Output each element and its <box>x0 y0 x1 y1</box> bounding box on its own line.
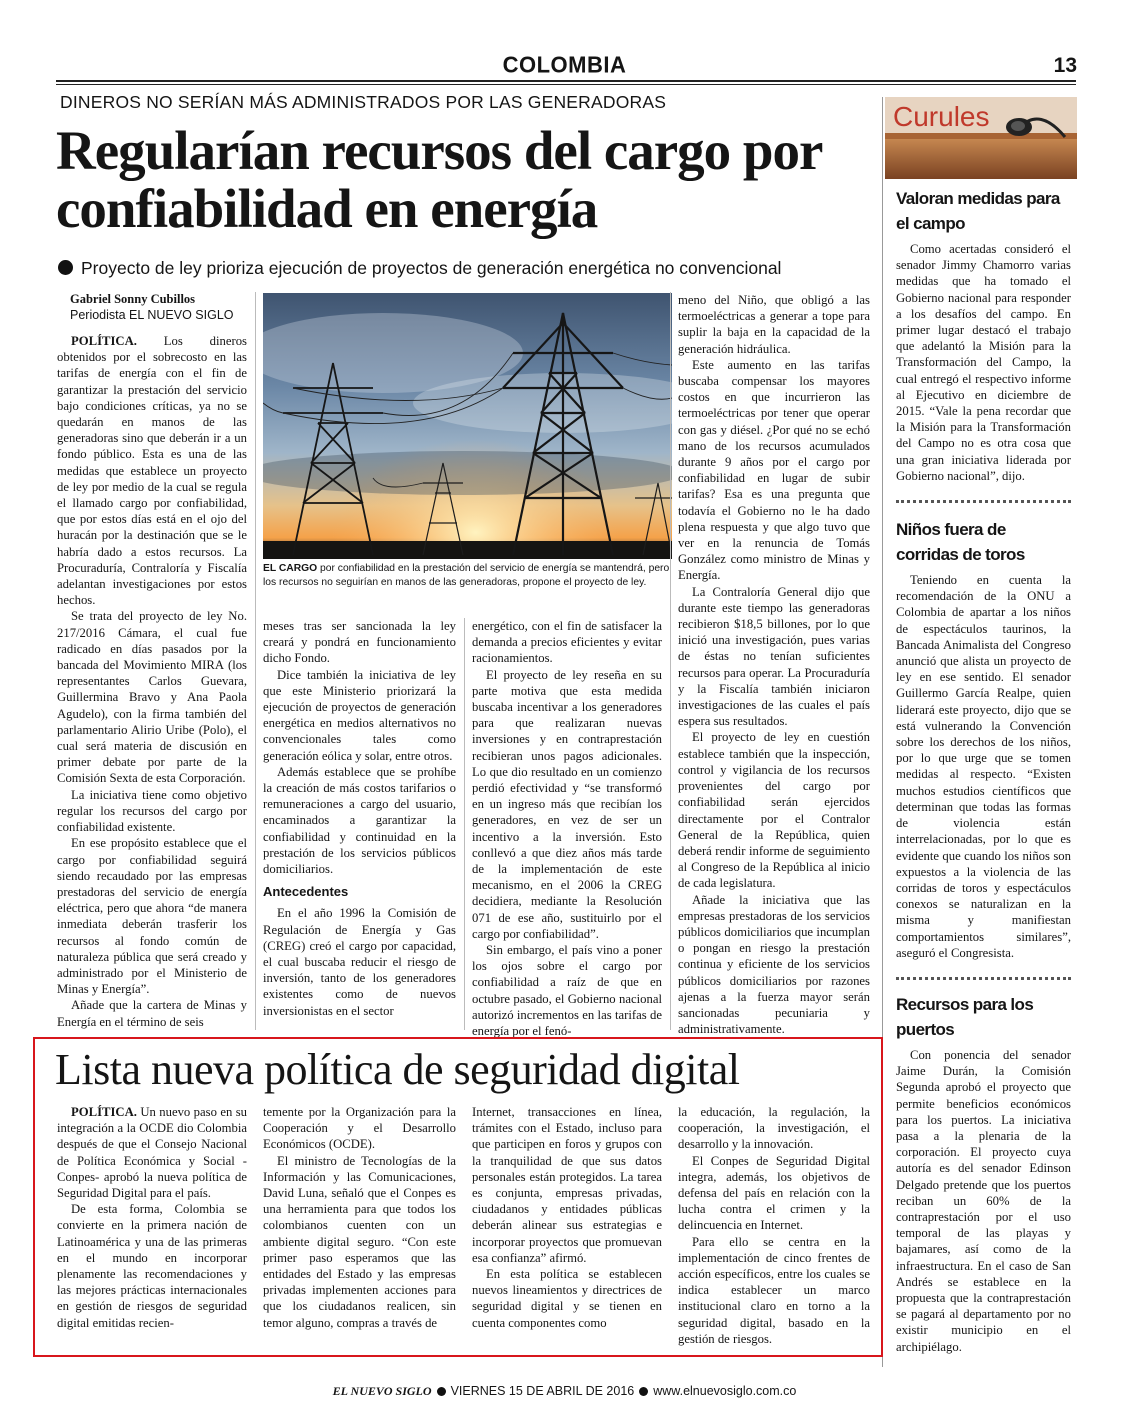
paragraph-text: meno del Niño, que obligó a las termoeléctricas a generar a tope para suplir la baja en la capacidad de la generación hidráulica. <box>678 293 870 356</box>
paragraph-text: Este aumento en las tarifas buscaba compensar los mayores costos en que incurrieron las termoeléctricas por tener que operar con gas y diésel. ¿Por qué no se echó mano de los recursos acumulados durante 9 años por el cargo por confiabilidad en lugar de subir tarifas? Esa es una pregunta que todavía el Gobierno no le ha dado plena respuesta y que algo tuvo que ver en la renuncia de Tomás González como ministro de Minas y Energía. <box>678 357 870 583</box>
paragraph-text: Se trata del proyecto de ley No. 217/2016 Cámara, el cual fue radicado en días pasados por la bancada del Movimiento MIRA (los representantes Carlos Guevara, Guillermina Bravo y Ana Paola Agudelo), con la firma también del parlamentario Alirio Uribe (Polo), el cual será materia de discusión en primer debate por parte de la Comisión Sexta de esta Corporación. <box>57 609 247 786</box>
paragraph <box>678 292 870 357</box>
sidebar-item-paragraph: Con ponencia del senador Jaime Durán, la Comisión Segunda aprobó el proyecto que permite beneficios económicos para los puertos. La iniciativa pasa a la plenaria de la corporación. El proyecto cuya autoría es del senador Edinson Delgado pretende que los puertos reciban un 60% de la contraprestación por el uso temporal de las playas y bajamares, así como de la infraestructura. En el caso de San Andrés se establece en la propuesta que la contraprestación se pagará al departamento por no existir municipio en el archipiélago. <box>896 1047 1071 1354</box>
paragraph <box>263 667 456 764</box>
boxed-column-4 <box>678 1104 870 1347</box>
story-headline: Regularían recursos del cargo por confiabilidad en energía <box>56 120 822 239</box>
sidebar-divider <box>896 977 1071 980</box>
paragraph-text: Un nuevo paso en su integración a la OCDE dio Colombia después de que el Consejo Nacional de Política Económica y Social -Conpes- aprobó la nueva política de Seguridad Digital para el país. <box>57 1105 248 1201</box>
paragraph-text: La iniciativa tiene como objetivo regular los recursos del cargo por confiabilidad existente. <box>57 787 247 835</box>
paragraph-text: La Contraloría General dijo que durante este tiempo las generadoras recibieron $18,5 billones, por lo que inició una investigación, pues varias de éstas no tenían suficientes recursos para operar. La Procuraduría y la Fiscalía también iniciaron investigaciones de las cuales el país espera sus resultados. <box>678 584 870 729</box>
paragraph-text: En el año 1996 la Comisión de Regulación de Energía y Gas (CREG) creó el cargo por capacidad, el cual buscaba reducir el riesgo de inversión, tanto de los generadores existentes como de nuevos inversionistas en el sector <box>263 906 456 1018</box>
paragraph-text: El ministro de Tecnologías de la Información y las Comunicaciones, David Luna, señaló que el Conpes es una herramienta para que todos los colombianos cuenten con un ambiente digital seguro. “Con este primer paso esperamos que las entidades del Estado y las empresas privadas implementen acciones para que los ciudadanos realicen, sin temor alguno, compras a través de <box>263 1153 456 1330</box>
paragraph-lead: POLÍTICA. <box>71 1105 137 1119</box>
main-column-2-paras <box>263 618 456 877</box>
sidebar-item-text <box>896 1047 1071 1355</box>
paragraph <box>57 1201 247 1331</box>
paragraph <box>472 667 662 942</box>
paragraph <box>57 333 247 608</box>
sidebar-item-paragraph: Como acertadas consideró el senador Jimmy Chamorro varias medidas que ha tomado el Gobierno nacional para responder a los desafíos del campo. En primer lugar destacó el trabajo que adelantó la Misión para la Transformación del Campo, la cual entregó el respectivo informe al Ejecutivo en diciembre de 2015. “Vale la pena recordar que la Misión para la Transformación del Campo no es otra cosa que una gran iniciativa liderada por Gobierno nacional”, dijo. <box>896 242 1071 483</box>
paragraph-text: Añade la iniciativa que las empresas prestadoras de los servicios públicos domiciliarios que incumplan o pongan en riesgo la prestación continua y eficiente de los servicios públicos domiciliarios por razones ajenas a la fuerza mayor serán sancionadas pecuniaria y administrativamente. <box>678 892 870 1037</box>
power-towers-illustration <box>263 293 672 559</box>
footer-logo: EL NUEVO SIGLO <box>332 1384 432 1398</box>
paragraph <box>57 608 247 786</box>
paragraph <box>263 764 456 877</box>
paragraph-text: Sin embargo, el país vino a poner los ojos sobre el cargo por confiabilidad a raíz de que en octubre pasado, el Gobierno nacional autorizó incrementos en las tarifas de energía por el fenó- <box>472 943 662 1039</box>
photo-caption-text: por confiabilidad en la prestación del servicio de energía se mantendrá, pero los recursos no seguirían en manos de las generadoras, propone el proyecto de ley. <box>263 563 670 588</box>
paragraph-text: Para ello se centra en la implementación de cinco frentes de acción específicos, entre los cuales se indica establecer un marco institucional claro en torno a la seguridad digital, basado en la gestión de riesgos. <box>678 1234 870 1346</box>
curules-label: Curules <box>893 101 990 132</box>
story-kicker: DINEROS NO SERÍAN MÁS ADMINISTRADOS POR LAS GENERADORAS <box>60 92 667 112</box>
paragraph <box>472 1266 662 1331</box>
section-name: COLOMBIA <box>502 51 627 78</box>
power-towers-photo <box>263 293 672 559</box>
footer-date: VIERNES 15 DE ABRIL DE 2016 <box>450 1384 635 1398</box>
photo-caption <box>263 562 672 589</box>
subhead-antecedentes: Antecedentes <box>263 884 349 900</box>
paragraph <box>57 997 247 1029</box>
paragraph <box>263 1153 456 1331</box>
sidebar-item-paragraph: Teniendo en cuenta la recomendación de la ONU a Colombia de apartar a los niños de espectáculos taurinos, la Bancada Animalista del Congreso anunció que alista un proyecto de ley en ese sentido. El senador Guillermo García Realpe, quien liderará este proyecto, dijo que se está vulnerando la Convención sobre los derechos de los niños, por lo que urge que se tomen medidas al respecto. “Existen muchos estudios científicos que determinan que todas las formas de violencia están interrelacionadas, por lo que es evidente que cuando los niños son expuestos a la violencia de las corridas de toros y espectáculos conexos se naturalizan en la misma y manifiestan comportamientos similares”, aseguró el Congresista. <box>896 573 1071 960</box>
column-rule <box>255 292 256 1030</box>
curules-banner <box>885 97 1077 179</box>
column-rule <box>670 292 671 1030</box>
header-rule-bottom <box>56 84 1076 85</box>
sidebar <box>896 186 1071 1355</box>
paragraph <box>263 905 456 1018</box>
footer-bullet-icon <box>437 1387 446 1396</box>
paragraph <box>678 357 870 584</box>
paragraph-text: la educación, la regulación, la cooperación, la investigación, el desarrollo y la innovación. <box>678 1105 870 1152</box>
paragraph <box>678 729 870 891</box>
sidebar-divider <box>896 500 1071 503</box>
paragraph <box>57 787 247 836</box>
main-column-2b-paras <box>263 905 456 1018</box>
paragraph <box>57 835 247 997</box>
paragraph <box>678 1104 870 1153</box>
paragraph-text: Además establece que se prohíbe la creación de más costos tarifarios o remuneraciones a cargo del usuario, encaminados a garantizar la confiabilidad y continuidad en la prestación de los servicios públicos domiciliarios. <box>263 764 456 877</box>
paragraph-text: temente por la Organización para la Cooperación y el Desarrollo Económicos (OCDE). <box>263 1105 456 1152</box>
paragraph <box>263 618 456 667</box>
paragraph-text: meses tras ser sancionada la ley creará y pondrá en funcionamiento dicho Fondo. <box>263 619 456 666</box>
sidebar-item-text <box>896 572 1071 961</box>
paragraph-text: Internet, transacciones en línea, trámites con el Estado, incluso para que participen en foros y grupos con la tranquilidad de que sus datos personales están protegidos. La tarea es conjunta, empresas privadas, ciudadanos y entidades públicas deberán alinear sus estrategias e incorporar proyectos que promuevan esa confianza” afirmó. <box>472 1105 662 1265</box>
boxed-story-headline: Lista nueva política de seguridad digital <box>55 1045 740 1094</box>
sidebar-item-title: Recursos para los puertos <box>896 994 1034 1039</box>
main-column-1 <box>57 333 247 1030</box>
story-deck-text: Proyecto de ley prioriza ejecución de proyectos de generación energética no convencional <box>81 258 782 278</box>
boxed-column-3 <box>472 1104 662 1331</box>
bullet-icon <box>58 260 73 275</box>
paragraph-text: energético, con el fin de satisfacer la demanda a precios eficientes y evitar racionamientos. <box>472 619 662 666</box>
paragraph <box>57 1104 247 1201</box>
main-column-4 <box>678 292 870 1037</box>
paragraph-text: De esta forma, Colombia se convierte en la primera nación de Latinoamérica y una de las primeras en el mundo en incorporar plenamente las recomendaciones y las mejores prácticas internacionales en gestión de riesgos de seguridad digital emitidas recien- <box>57 1202 247 1330</box>
paragraph <box>678 584 870 730</box>
paragraph-text: Los dineros obtenidos por el sobrecosto en las tarifas de energía con el fin de garantizar la prestación del servicio bajo condiciones críticas, ya no se quedarán en manos de las generadoras sino que deberán ir a un fondo público. Esta es una de las medidas que establece un proyecto de ley por medio de la cual se regula el llamado cargo por confiabilidad, que por estos días está en el ojo del huracán por la destinación que se le habría dado a estos recursos. La Procuraduría, Contraloría y Fiscalía adelantan investigaciones por estos hechos. <box>57 334 247 608</box>
paragraph <box>678 892 870 1038</box>
page-number: 13 <box>1053 54 1077 77</box>
paragraph-text: Añade que la cartera de Minas y Energía en el término de seis <box>57 998 247 1029</box>
main-column-3 <box>472 618 662 1039</box>
footer <box>0 1384 1129 1399</box>
paragraph-lead: POLÍTICA. <box>71 334 137 348</box>
paragraph-text: El Conpes de Seguridad Digital integra, además, los objetivos de defensa del país en relación con la lucha contra el crimen y la delincuencia en Internet. <box>678 1153 870 1233</box>
paragraph-text: Dice también la iniciativa de ley que este Ministerio priorizará la ejecución de proyectos de generación energética en medios alternativos no convencionales tales como generación eólica y solar, entre otros. <box>263 667 456 763</box>
paragraph-text: El proyecto de ley reseña en su parte motiva que esta medida buscaba incentivar a los generadores para que realizaran nuevas inversiones y en contraprestación recibieran unos pagos adicionales. Lo que dio resultado en un comienzo perdió efectividad y “se transformó en un ingreso más que recibían los generadores, en vez de ser un incentivo a la inversión. Esto conllevó a que diez años más tarde de la implementación de este mecanismo, en el 2006 la CREG decidiera, mediante la Resolución 071 de ese año, sustituirlo por el cargo por confiabilidad”. <box>472 667 662 941</box>
footer-bullet-icon <box>639 1387 648 1396</box>
sidebar-item-title: Valoran medidas para el campo <box>896 189 1060 233</box>
boxed-column-1 <box>57 1104 247 1331</box>
paragraph <box>472 1104 662 1266</box>
paragraph <box>472 618 662 667</box>
boxed-column-2 <box>263 1104 456 1331</box>
column-rule <box>464 618 465 1030</box>
main-column-2 <box>263 618 456 1019</box>
footer-url[interactable]: www.elnuevosiglo.com.co <box>653 1384 797 1398</box>
paragraph <box>678 1234 870 1347</box>
paragraph <box>263 1104 456 1153</box>
sidebar-item-text <box>896 241 1071 484</box>
paragraph-text: En esta política se establecen nuevos lineamientos y directrices de seguridad digital y se tienen en cuenta componentes como <box>472 1267 662 1330</box>
sidebar-item-title: Niños fuera de corridas de toros <box>896 520 1025 565</box>
byline-role: Periodista EL NUEVO SIGLO <box>70 308 234 322</box>
photo-caption-lead: EL CARGO <box>263 563 318 574</box>
paragraph-text: En ese propósito establece que el cargo por confiabilidad seguirá siendo recaudado por las empresas prestadoras del servicio de energía eléctrica, pero que ahora “de manera inmediata deberán trasferir los recursos al fondo común de naturaleza pública que será creado y administrado por el Ministerio de Minas y Energía”. <box>57 836 247 997</box>
paragraph <box>472 942 662 1039</box>
byline-author: Gabriel Sonny Cubillos <box>70 292 196 306</box>
story-deck <box>58 258 858 279</box>
paragraph-text: El proyecto de ley en cuestión establece también que la inspección, control y vigilancia de los recursos provenientes del cargo por confiabilidad serán ejercidos directamente por el Contralor General de la República, quien deberá rendir informe de seguimiento al Congreso de la República al inicio de cada legislatura. <box>678 730 870 891</box>
header-rule-top <box>56 80 1076 82</box>
paragraph <box>678 1153 870 1234</box>
